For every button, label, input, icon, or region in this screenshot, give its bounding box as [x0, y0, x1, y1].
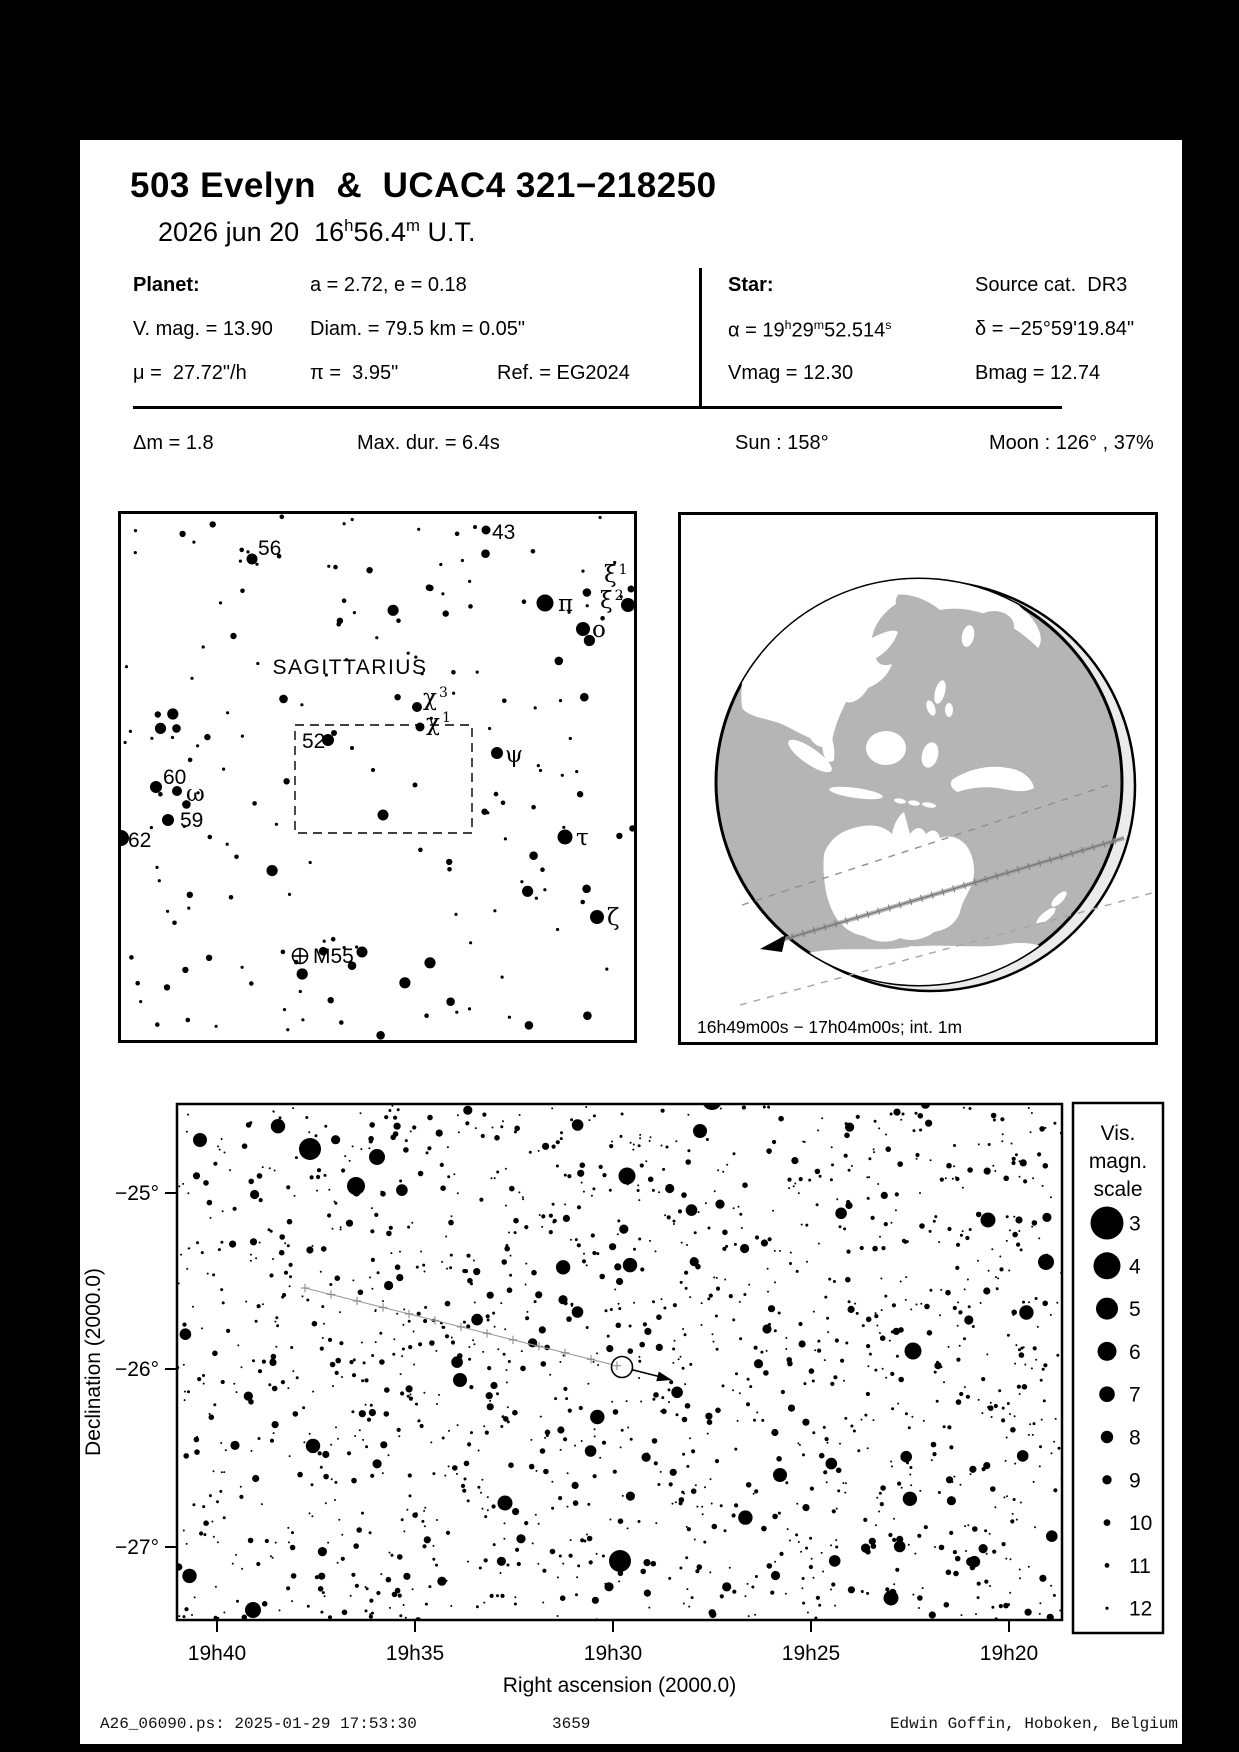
star-dot	[576, 622, 590, 636]
page-title: 503 Evelyn & UCAC4 321−218250	[130, 166, 717, 205]
document-sheet	[80, 140, 1182, 1744]
x-tick-label: 19h25	[781, 1642, 841, 1665]
star-dot	[162, 814, 174, 826]
earth-globe-panel	[678, 512, 1158, 1045]
bright-star	[498, 1496, 513, 1511]
legend-title-line: magn.	[1088, 1150, 1148, 1173]
star-dot	[416, 723, 425, 732]
legend-mag-value: 6	[1129, 1340, 1141, 1364]
bright-star	[609, 1550, 631, 1572]
legend-mag-value: 8	[1129, 1426, 1141, 1450]
star-label: ω	[186, 781, 205, 807]
x-tick-label: 19h35	[385, 1642, 445, 1665]
bright-star	[981, 1213, 996, 1228]
star-label: ξ $^1$	[604, 562, 628, 588]
legend-mag-dot	[1101, 1431, 1113, 1443]
legend-mag-dot	[1102, 1475, 1111, 1484]
star-bmag: Bmag = 12.74	[975, 362, 1101, 384]
star-right-ascension: $\alpha = 19^h29^m52.514^s$	[728, 318, 892, 342]
sun-elongation: Sun : 158°	[735, 432, 829, 454]
star-source-catalog: Source cat. DR3	[975, 274, 1128, 296]
planet-orbit-elements: a = 2.72, e = 0.18	[310, 274, 467, 296]
legend-mag-value: 9	[1129, 1469, 1141, 1493]
planet-vmag: V. mag. = 13.90	[133, 318, 273, 340]
horizontal-rule	[133, 406, 1062, 409]
star-dot	[491, 747, 503, 759]
footer-page-number: 3659	[552, 1715, 591, 1733]
star-label: 52	[302, 730, 326, 753]
bright-star	[1038, 1254, 1054, 1270]
detailed-star-chart	[80, 1080, 1182, 1720]
legend-mag-dot	[1094, 1252, 1121, 1279]
star-label: 62	[128, 829, 152, 852]
bright-star	[193, 1133, 207, 1147]
star-dot	[350, 746, 354, 750]
y-tick-label: −25°	[114, 1182, 159, 1205]
star-dot	[371, 768, 375, 772]
star-vmag: Vmag = 12.30	[728, 362, 854, 384]
chart-border	[177, 1104, 1062, 1620]
legend-mag-value: 10	[1129, 1512, 1153, 1536]
bright-star	[299, 1138, 321, 1160]
target-star-circle	[612, 1357, 633, 1378]
x-tick-label: 19h40	[187, 1642, 247, 1665]
x-tick-label: 19h20	[979, 1642, 1039, 1665]
constellation-label: SAGITTARIUS	[272, 656, 428, 679]
legend-mag-dot	[1105, 1607, 1108, 1610]
bright-star	[884, 1591, 899, 1606]
star-dot	[473, 525, 477, 529]
legend-mag-value: 11	[1129, 1554, 1151, 1578]
legend-mag-value: 12	[1129, 1597, 1153, 1621]
star-label: χ $^1$	[426, 710, 451, 736]
star-dot	[331, 730, 337, 736]
star-label: ζ	[607, 905, 620, 931]
legend-mag-value: 7	[1129, 1383, 1141, 1407]
star-dot	[247, 554, 258, 565]
star-label: ψ	[505, 742, 524, 768]
y-tick-label: −27°	[114, 1536, 159, 1559]
moon-elongation: Moon : 126° , 37%	[989, 432, 1154, 454]
legend-title-line: scale	[1093, 1178, 1143, 1201]
star-dot	[357, 947, 368, 958]
y-axis-title: Declination (2000.0)	[82, 1268, 105, 1456]
planet-section-label: Planet:	[133, 274, 200, 296]
track-direction-arrow	[760, 935, 786, 952]
star-label: 59	[180, 809, 204, 832]
y-tick-label: −26°	[114, 1358, 159, 1381]
star-dot	[590, 910, 604, 924]
footer-file-info: A26_06090.ps: 2025-01-29 17:53:30	[100, 1715, 417, 1733]
magnitude-drop: Δm = 1.8	[133, 432, 214, 454]
footer-author: Edwin Goffin, Hoboken, Belgium	[889, 1715, 1178, 1733]
globe-caption: 16h49m00s − 17h04m00s; int. 1m	[697, 1017, 963, 1037]
planet-parallax: π = 3.95"	[310, 362, 399, 384]
star-label: ξ $^2$	[600, 588, 624, 614]
legend-mag-value: 5	[1129, 1298, 1141, 1322]
star-dot	[628, 586, 635, 593]
legend-mag-dot	[1098, 1342, 1117, 1361]
legend-mag-value: 3	[1129, 1212, 1141, 1236]
bright-star	[702, 1090, 722, 1110]
legend-mag-dot	[1096, 1298, 1118, 1320]
m55-cluster-icon	[293, 949, 308, 964]
bright-star	[619, 1168, 636, 1185]
star-section-label: Star:	[728, 274, 774, 296]
star-dot	[413, 783, 418, 788]
star-dot	[482, 526, 491, 535]
bright-star	[453, 1373, 467, 1387]
star-dot	[537, 595, 554, 612]
max-duration: Max. dur. = 6.4s	[357, 432, 500, 454]
star-label: 56	[258, 537, 282, 560]
star-dot	[378, 810, 389, 821]
bright-star	[369, 1149, 385, 1165]
planet-reference: Ref. = EG2024	[497, 362, 630, 384]
legend-mag-dot	[1099, 1386, 1115, 1402]
star-label: 60	[163, 766, 187, 789]
bright-star	[905, 1343, 922, 1360]
star-declination: δ = −25°59'19.84"	[975, 318, 1135, 340]
legend-mag-dot	[1105, 1563, 1110, 1568]
x-axis-title: Right ascension (2000.0)	[502, 1674, 737, 1697]
star-dot	[412, 702, 422, 712]
column-divider	[699, 268, 702, 409]
star-dot	[150, 781, 162, 793]
bright-star	[693, 1124, 707, 1138]
legend-mag-dot	[1104, 1519, 1111, 1526]
motion-arrow	[656, 1372, 672, 1382]
x-tick-label: 19h30	[583, 1642, 643, 1665]
star-label: 43	[492, 521, 516, 544]
planet-motion: μ = 27.72"/h	[133, 362, 247, 384]
bright-star	[347, 1177, 365, 1195]
bright-star	[773, 1468, 787, 1482]
bright-star	[245, 1602, 261, 1618]
legend-mag-value: 4	[1129, 1255, 1141, 1279]
legend-mag-dot	[1091, 1207, 1124, 1240]
legend-title-line: Vis.	[1100, 1122, 1136, 1145]
m55-label: M55	[313, 945, 354, 968]
star-label: τ	[576, 825, 589, 851]
star-label: χ $^3$	[423, 685, 448, 711]
finder-chart	[118, 511, 637, 1043]
event-datetime: 2026 jun 20 16$^h$56.4$^m$ U.T.	[158, 216, 476, 247]
star-dot	[558, 830, 573, 845]
star-label: ο	[592, 617, 606, 643]
star-label: π	[558, 591, 574, 617]
planet-diameter: Diam. = 79.5 km = 0.05"	[310, 318, 525, 340]
asteroid-path	[301, 1284, 672, 1381]
